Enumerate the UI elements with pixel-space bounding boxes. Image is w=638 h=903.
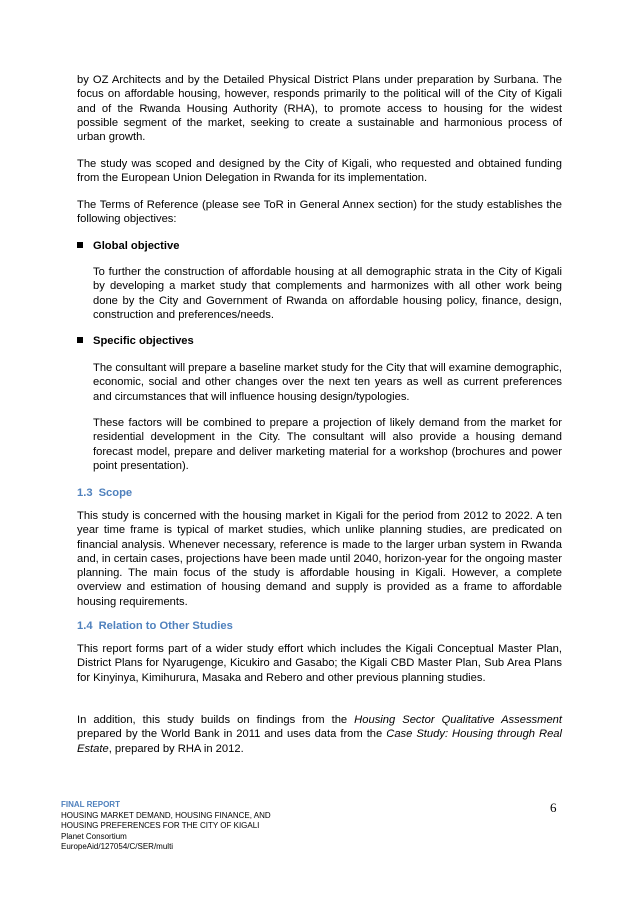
specific-objectives-text-2: These factors will be combined to prepare a projection of likely demand from the market for residential development in the City. The consultant will also provide a housing demand forecast model, prepare and deliver marketing material for a workshop (brochures and power point presentation). bbox=[93, 417, 562, 472]
study-scoping-paragraph: The study was scoped and designed by the City of Kigali, who requested and obtained funding from the European Union Delegation in Rwanda for its implementation. bbox=[77, 158, 562, 185]
specific-objectives-heading bbox=[77, 334, 194, 348]
footer-title: FINAL REPORT bbox=[61, 800, 120, 809]
text-run: prepared by the World Bank in 2011 and uses data from the bbox=[77, 728, 387, 741]
cited-title: Case Study: Housing through Real Estate bbox=[77, 728, 562, 755]
page-footer bbox=[61, 800, 271, 853]
section-number: 1.3 bbox=[77, 487, 93, 499]
global-objective-heading bbox=[77, 239, 179, 253]
section-heading-scope bbox=[77, 486, 132, 500]
text-run: In addition, this study builds on findings from the bbox=[77, 714, 355, 726]
relation-paragraph-2 bbox=[77, 713, 562, 756]
relation-paragraph-1: This report forms part of a wider study effort which includes the Kigali Conceptual Master Plan, District Plans for Nyarugenge, Kicukiro and Gasabo; the Kigali CBD Master Plan, Sub Area Plans for Kinyinya, Kimihurura, Masaka and Rebero and other previous planning studies. bbox=[77, 643, 562, 684]
scope-paragraph: This study is concerned with the housing market in Kigali for the period from 2012 to 2022. A ten year time frame is typical of market studies, which unlike planning studies, are predicated on financial analysis. Whenever necessary, reference is made to the larger urban system in Rwanda and, in certain cases, projections have been made until 2040, horizon-year for the ongoing master planning. The main focus of the study is affordable housing in Kigali. However, a complete overview and estimation of housing demand and supply is provided as a frame to affordable housing requirements. bbox=[77, 510, 562, 608]
specific-objectives-text-1: The consultant will prepare a baseline market study for the City that will examine demographic, economic, social and other changes over the next ten years as well as current preferences and circumstances that will influence housing design/typologies. bbox=[93, 362, 562, 403]
square-bullet-icon bbox=[77, 337, 83, 343]
specific-objectives-label: Specific objectives bbox=[93, 335, 194, 347]
footer-line: HOUSING PREFERENCES FOR THE CITY OF KIGALI bbox=[61, 821, 260, 831]
cited-title: Housing Sector Qualitative Assessment bbox=[354, 714, 562, 726]
square-bullet-icon bbox=[77, 242, 83, 248]
global-objective-text: To further the construction of affordable housing at all demographic strata in the City of Kigali by developing a market study that complements and harmonizes with all other work being done by the City and Government of Rwanda on affordable housing policy, finance, design, construction and preferences/needs. bbox=[93, 266, 562, 321]
terms-of-reference-paragraph: The Terms of Reference (please see ToR in General Annex section) for the study establishes the following objectives: bbox=[77, 199, 562, 226]
section-title: Relation to Other Studies bbox=[98, 620, 233, 632]
footer-line: EuropeAid/127054/C/SER/multi bbox=[61, 842, 174, 852]
text-run: , prepared by RHA in 2012. bbox=[108, 742, 244, 755]
footer-line: Planet Consortium bbox=[61, 831, 127, 841]
page-number: 6 bbox=[550, 800, 557, 815]
intro-paragraph: by OZ Architects and by the Detailed Physical District Plans under preparation by Surbana. The focus on affordable housing, however, responds primarily to the political will of the City of Kigali and of the Rwanda Housing Authority (RHA), to promote access to housing for the widest possible segment of the market, seeking to create a sustainable and harmonious process of urban growth. bbox=[77, 74, 562, 144]
footer-line: HOUSING MARKET DEMAND, HOUSING FINANCE, AND bbox=[61, 810, 271, 820]
global-objective-label: Global objective bbox=[93, 240, 180, 252]
section-title: Scope bbox=[98, 487, 133, 499]
section-heading-relation bbox=[77, 619, 233, 633]
section-number: 1.4 bbox=[77, 620, 93, 632]
